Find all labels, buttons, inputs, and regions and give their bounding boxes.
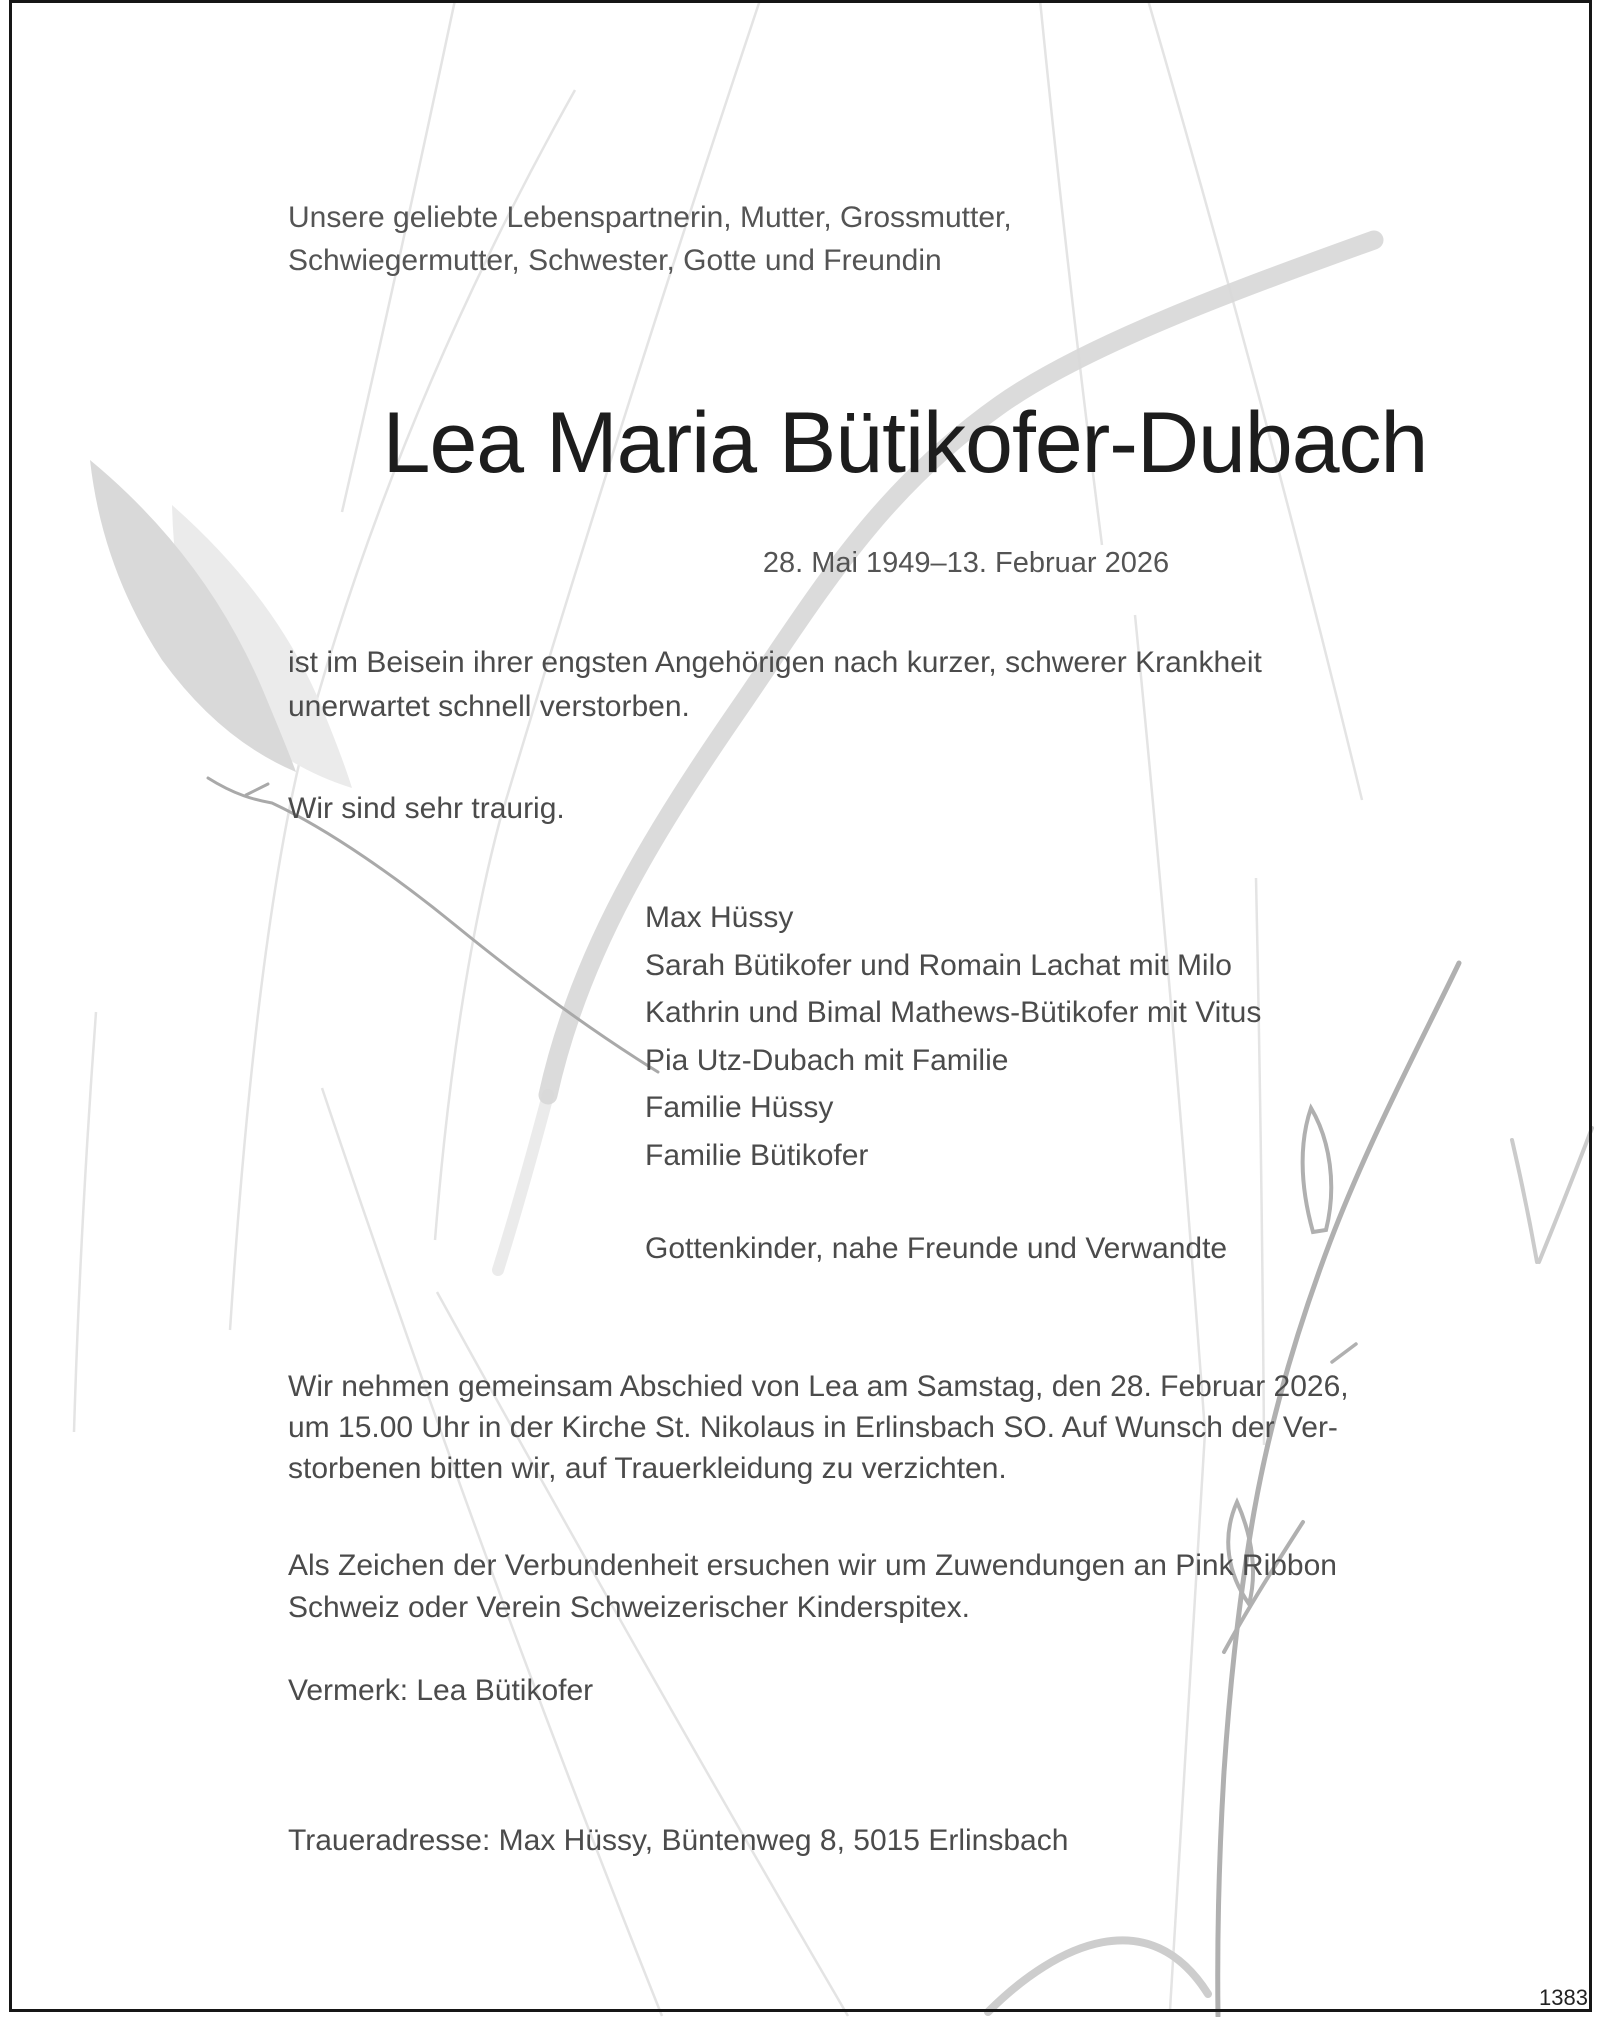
donation-paragraph [288, 1545, 1337, 1629]
death-paragraph [288, 641, 1262, 729]
sadness-line: Wir sind sehr traurig. [288, 792, 565, 825]
funeral-paragraph [288, 1366, 1349, 1489]
mourner-name: Familie Bütikofer [645, 1138, 869, 1172]
deceased-name-title: Lea Maria Bütikofer-Dubach [382, 395, 1428, 491]
paragraph-line: ist im Beisein ihrer engsten Angehörigen nach kurzer, schwerer Krankheit [288, 646, 1262, 679]
mourning-address: Traueradresse: Max Hüssy, Büntenweg 8, 5015 Erlinsbach [288, 1824, 1069, 1857]
page-number: 1383 [1539, 1985, 1588, 2010]
mourner-name: Sarah Bütikofer und Romain Lachat mit Milo [645, 948, 1232, 982]
mourners-list [645, 894, 1261, 1179]
leaf-decoration [90, 460, 352, 788]
intro-line: Unsere geliebte Lebenspartnerin, Mutter, Grossmutter, [288, 201, 1012, 234]
mourner-name: Max Hüssy [645, 901, 794, 934]
intro-line: Schwiegermutter, Schwester, Gotte und Freundin [288, 244, 942, 277]
payment-note: Vermerk: Lea Bütikofer [288, 1674, 594, 1707]
mourners-extra: Gottenkinder, nahe Freunde und Verwandte [645, 1232, 1228, 1265]
paragraph-line: storbenen bitten wir, auf Trauerkleidung zu verzichten. [288, 1452, 1007, 1485]
mourner-name: Pia Utz-Dubach mit Familie [645, 1043, 1009, 1077]
bottom-arc-decoration [988, 1940, 1208, 2012]
mourner-name: Kathrin und Bimal Mathews-Bütikofer mit Vitus [645, 996, 1262, 1029]
paragraph-line: Wir nehmen gemeinsam Abschied von Lea am Samstag, den 28. Februar 2026, [288, 1370, 1349, 1403]
paragraph-line: Schweiz oder Verein Schweizerischer Kinderspitex. [288, 1591, 970, 1624]
intro-text [288, 196, 1012, 282]
twig-v-decoration [1512, 1128, 1592, 1262]
paragraph-line: Als Zeichen der Verbundenheit ersuchen wir um Zuwendungen an Pink Ribbon [288, 1549, 1337, 1582]
paragraph-line: unerwartet schnell verstorben. [288, 690, 690, 723]
paragraph-line: um 15.00 Uhr in der Kirche St. Nikolaus in Erlinsbach SO. Auf Wunsch der Ver- [288, 1411, 1338, 1444]
mourner-name: Familie Hüssy [645, 1091, 834, 1124]
life-dates: 28. Mai 1949–13. Februar 2026 [762, 547, 1170, 579]
